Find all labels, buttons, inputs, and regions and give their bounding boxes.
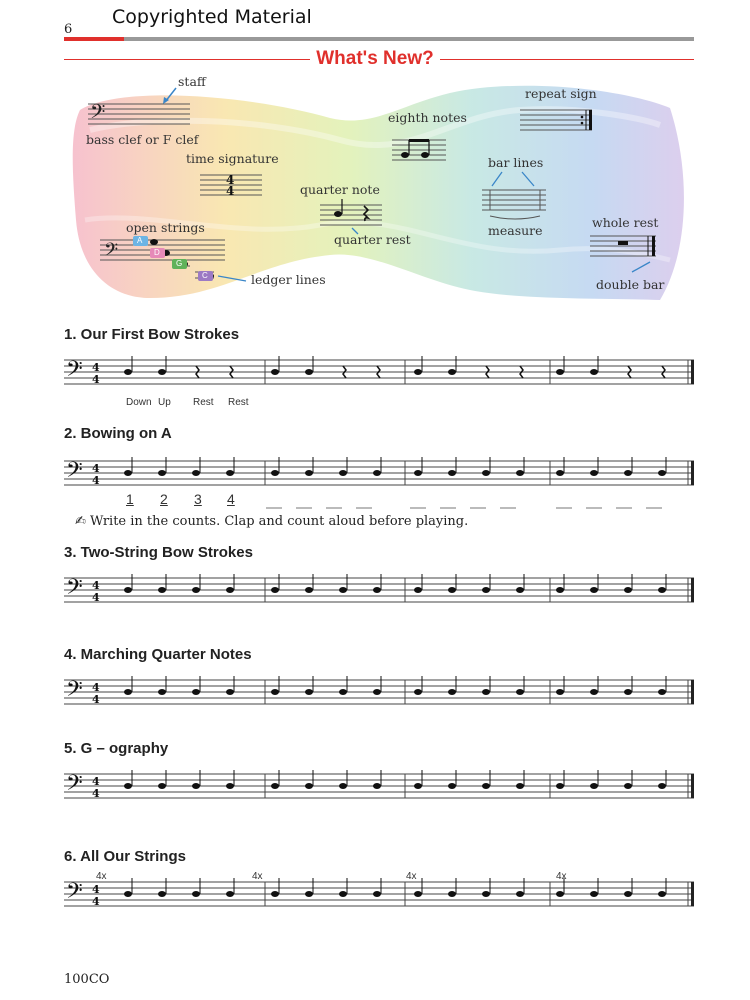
svg-text:4: 4 xyxy=(92,693,100,706)
note-head xyxy=(590,587,598,593)
exercise-title-2: 2. Bowing on A xyxy=(64,425,172,442)
tag-c-text: C xyxy=(202,271,208,280)
note-head xyxy=(624,891,632,897)
bass-clef-icon: 𝄢 xyxy=(90,100,106,128)
annotation-down: Down xyxy=(126,397,152,408)
time-signature-icon: 4 xyxy=(92,579,100,592)
note-head xyxy=(271,891,279,897)
label-open-strings: open strings xyxy=(126,220,205,235)
note-head xyxy=(305,470,313,476)
note-head xyxy=(158,369,166,375)
note-head xyxy=(516,783,524,789)
exercise-title-5: 5. G – ography xyxy=(64,740,169,757)
staff-5 xyxy=(64,770,694,801)
tag-d-text: D xyxy=(154,248,160,257)
note-head xyxy=(158,891,166,897)
note-head xyxy=(414,470,422,476)
note-head xyxy=(373,470,381,476)
note-head xyxy=(482,783,490,789)
note-head xyxy=(373,891,381,897)
svg-text:4: 4 xyxy=(92,895,100,908)
note-head xyxy=(624,783,632,789)
note-head xyxy=(124,369,132,375)
count-3: 3 xyxy=(194,491,202,507)
note-head xyxy=(658,587,666,593)
bass-clef-icon: 𝄢 xyxy=(66,458,83,488)
pencil-icon: ✍ xyxy=(75,514,86,529)
note-head xyxy=(590,783,598,789)
note-head xyxy=(556,587,564,593)
note-head xyxy=(658,689,666,695)
label-ledger-lines: ledger lines xyxy=(251,272,326,287)
tag-g-text: G xyxy=(176,259,183,268)
note-head xyxy=(516,587,524,593)
label-repeat-sign: repeat sign xyxy=(525,86,597,101)
repeat-mark-2: 4x xyxy=(252,871,263,882)
note-head xyxy=(482,587,490,593)
note-head xyxy=(624,689,632,695)
note-head xyxy=(373,587,381,593)
open-strings-clef-icon: 𝄢 xyxy=(104,240,119,265)
note-head xyxy=(448,470,456,476)
label-quarter-rest: quarter rest xyxy=(334,232,411,247)
note-head xyxy=(482,689,490,695)
svg-text:4: 4 xyxy=(92,373,100,386)
label-whole-rest: whole rest xyxy=(592,215,659,230)
time-signature-icon: 4 xyxy=(92,775,100,788)
note-head xyxy=(192,470,200,476)
note-head xyxy=(516,891,524,897)
note-head xyxy=(590,369,598,375)
note-head xyxy=(226,689,234,695)
note-head xyxy=(448,891,456,897)
note-head xyxy=(158,689,166,695)
note-head xyxy=(448,369,456,375)
note-head xyxy=(124,587,132,593)
label-bar-lines: bar lines xyxy=(488,155,544,170)
time-signature-icon: 4 xyxy=(92,462,100,475)
note-head xyxy=(271,587,279,593)
note-head xyxy=(658,470,666,476)
note-head xyxy=(192,783,200,789)
annotation-rest-1: Rest xyxy=(193,397,214,408)
note-head xyxy=(124,783,132,789)
label-double-bar: double bar xyxy=(596,277,665,292)
note-head xyxy=(339,470,347,476)
note-head xyxy=(226,783,234,789)
bass-clef-icon: 𝄢 xyxy=(66,575,83,605)
repeat-mark-1: 4x xyxy=(96,871,107,882)
label-eighth-notes: eighth notes xyxy=(388,110,467,125)
bass-clef-icon: 𝄢 xyxy=(66,357,83,387)
note-head xyxy=(226,470,234,476)
note-head xyxy=(556,783,564,789)
note-head xyxy=(482,470,490,476)
note-head xyxy=(271,783,279,789)
note-head xyxy=(339,783,347,789)
note-head xyxy=(339,587,347,593)
note-head xyxy=(624,587,632,593)
label-quarter-note: quarter note xyxy=(300,182,380,197)
note-head xyxy=(556,470,564,476)
staff-3 xyxy=(64,574,694,605)
bass-clef-icon: 𝄢 xyxy=(66,771,83,801)
note-head xyxy=(414,783,422,789)
note-head xyxy=(124,689,132,695)
tag-a-text: A xyxy=(137,236,143,245)
time-signature-icon: 4 xyxy=(92,681,100,694)
note-head xyxy=(124,891,132,897)
note-head xyxy=(658,783,666,789)
note-head xyxy=(414,689,422,695)
note-head xyxy=(305,689,313,695)
note-head xyxy=(192,689,200,695)
note-head xyxy=(590,891,598,897)
note-head xyxy=(271,369,279,375)
exercise-title-3: 3. Two-String Bow Strokes xyxy=(64,544,253,561)
note-head xyxy=(226,891,234,897)
instruction-label: Write in the counts. Clap and count aloud before playing. xyxy=(90,514,469,529)
note-head xyxy=(414,369,422,375)
count-4: 4 xyxy=(227,491,235,507)
note-head xyxy=(373,783,381,789)
note-head xyxy=(305,783,313,789)
exercise-title-4: 4. Marching Quarter Notes xyxy=(64,646,252,663)
staff-4 xyxy=(64,676,694,707)
note-head xyxy=(271,689,279,695)
svg-text:4: 4 xyxy=(92,591,100,604)
staff-2 xyxy=(64,457,694,488)
time-signature-icon: 4 xyxy=(226,173,235,187)
svg-text:4: 4 xyxy=(226,184,235,198)
note-head xyxy=(556,369,564,375)
label-measure: measure xyxy=(488,223,543,238)
note-head xyxy=(448,587,456,593)
note-head xyxy=(271,470,279,476)
annotation-rest-2: Rest xyxy=(228,397,249,408)
label-staff: staff xyxy=(178,74,206,89)
note-head xyxy=(305,891,313,897)
repeat-mark-4: 4x xyxy=(556,871,567,882)
note-head xyxy=(414,587,422,593)
annotation-up: Up xyxy=(158,397,171,408)
note-head xyxy=(556,689,564,695)
note-head xyxy=(624,470,632,476)
note-head xyxy=(556,891,564,897)
note-head xyxy=(448,783,456,789)
whats-new-title-text: What's New? xyxy=(310,48,439,69)
note-head xyxy=(482,891,490,897)
time-signature-icon: 4 xyxy=(92,883,100,896)
note-head xyxy=(339,689,347,695)
note-head xyxy=(158,587,166,593)
note-head xyxy=(192,891,200,897)
note-head xyxy=(414,891,422,897)
staff-6 xyxy=(64,878,694,909)
note-head xyxy=(158,470,166,476)
note-head xyxy=(305,587,313,593)
bass-clef-icon: 𝄢 xyxy=(66,677,83,707)
note-head xyxy=(516,689,524,695)
copyright-notice: Copyrighted Material xyxy=(112,6,312,28)
label-bass-clef: bass clef or F clef xyxy=(86,132,199,147)
repeat-mark-3: 4x xyxy=(406,871,417,882)
note-head xyxy=(192,587,200,593)
note-head xyxy=(339,891,347,897)
label-time-signature: time signature xyxy=(186,151,279,166)
page-number: 6 xyxy=(64,22,73,37)
note-head xyxy=(226,587,234,593)
note-head xyxy=(373,689,381,695)
exercise-title-6: 6. All Our Strings xyxy=(64,848,186,865)
bass-clef-icon: 𝄢 xyxy=(66,879,83,909)
time-signature-icon: 4 xyxy=(92,361,100,374)
note-head xyxy=(448,689,456,695)
note-head xyxy=(590,689,598,695)
note-head xyxy=(305,369,313,375)
count-1: 1 xyxy=(126,491,134,507)
note-head xyxy=(516,470,524,476)
staff-1 xyxy=(64,356,694,387)
count-2: 2 xyxy=(160,491,168,507)
note-head xyxy=(158,783,166,789)
exercise-title-1: 1. Our First Bow Strokes xyxy=(64,326,240,343)
note-head xyxy=(658,891,666,897)
svg-text:4: 4 xyxy=(92,787,100,800)
svg-text:4: 4 xyxy=(92,474,100,487)
note-head xyxy=(590,470,598,476)
footer-code: 100CO xyxy=(64,972,110,987)
note-head xyxy=(124,470,132,476)
